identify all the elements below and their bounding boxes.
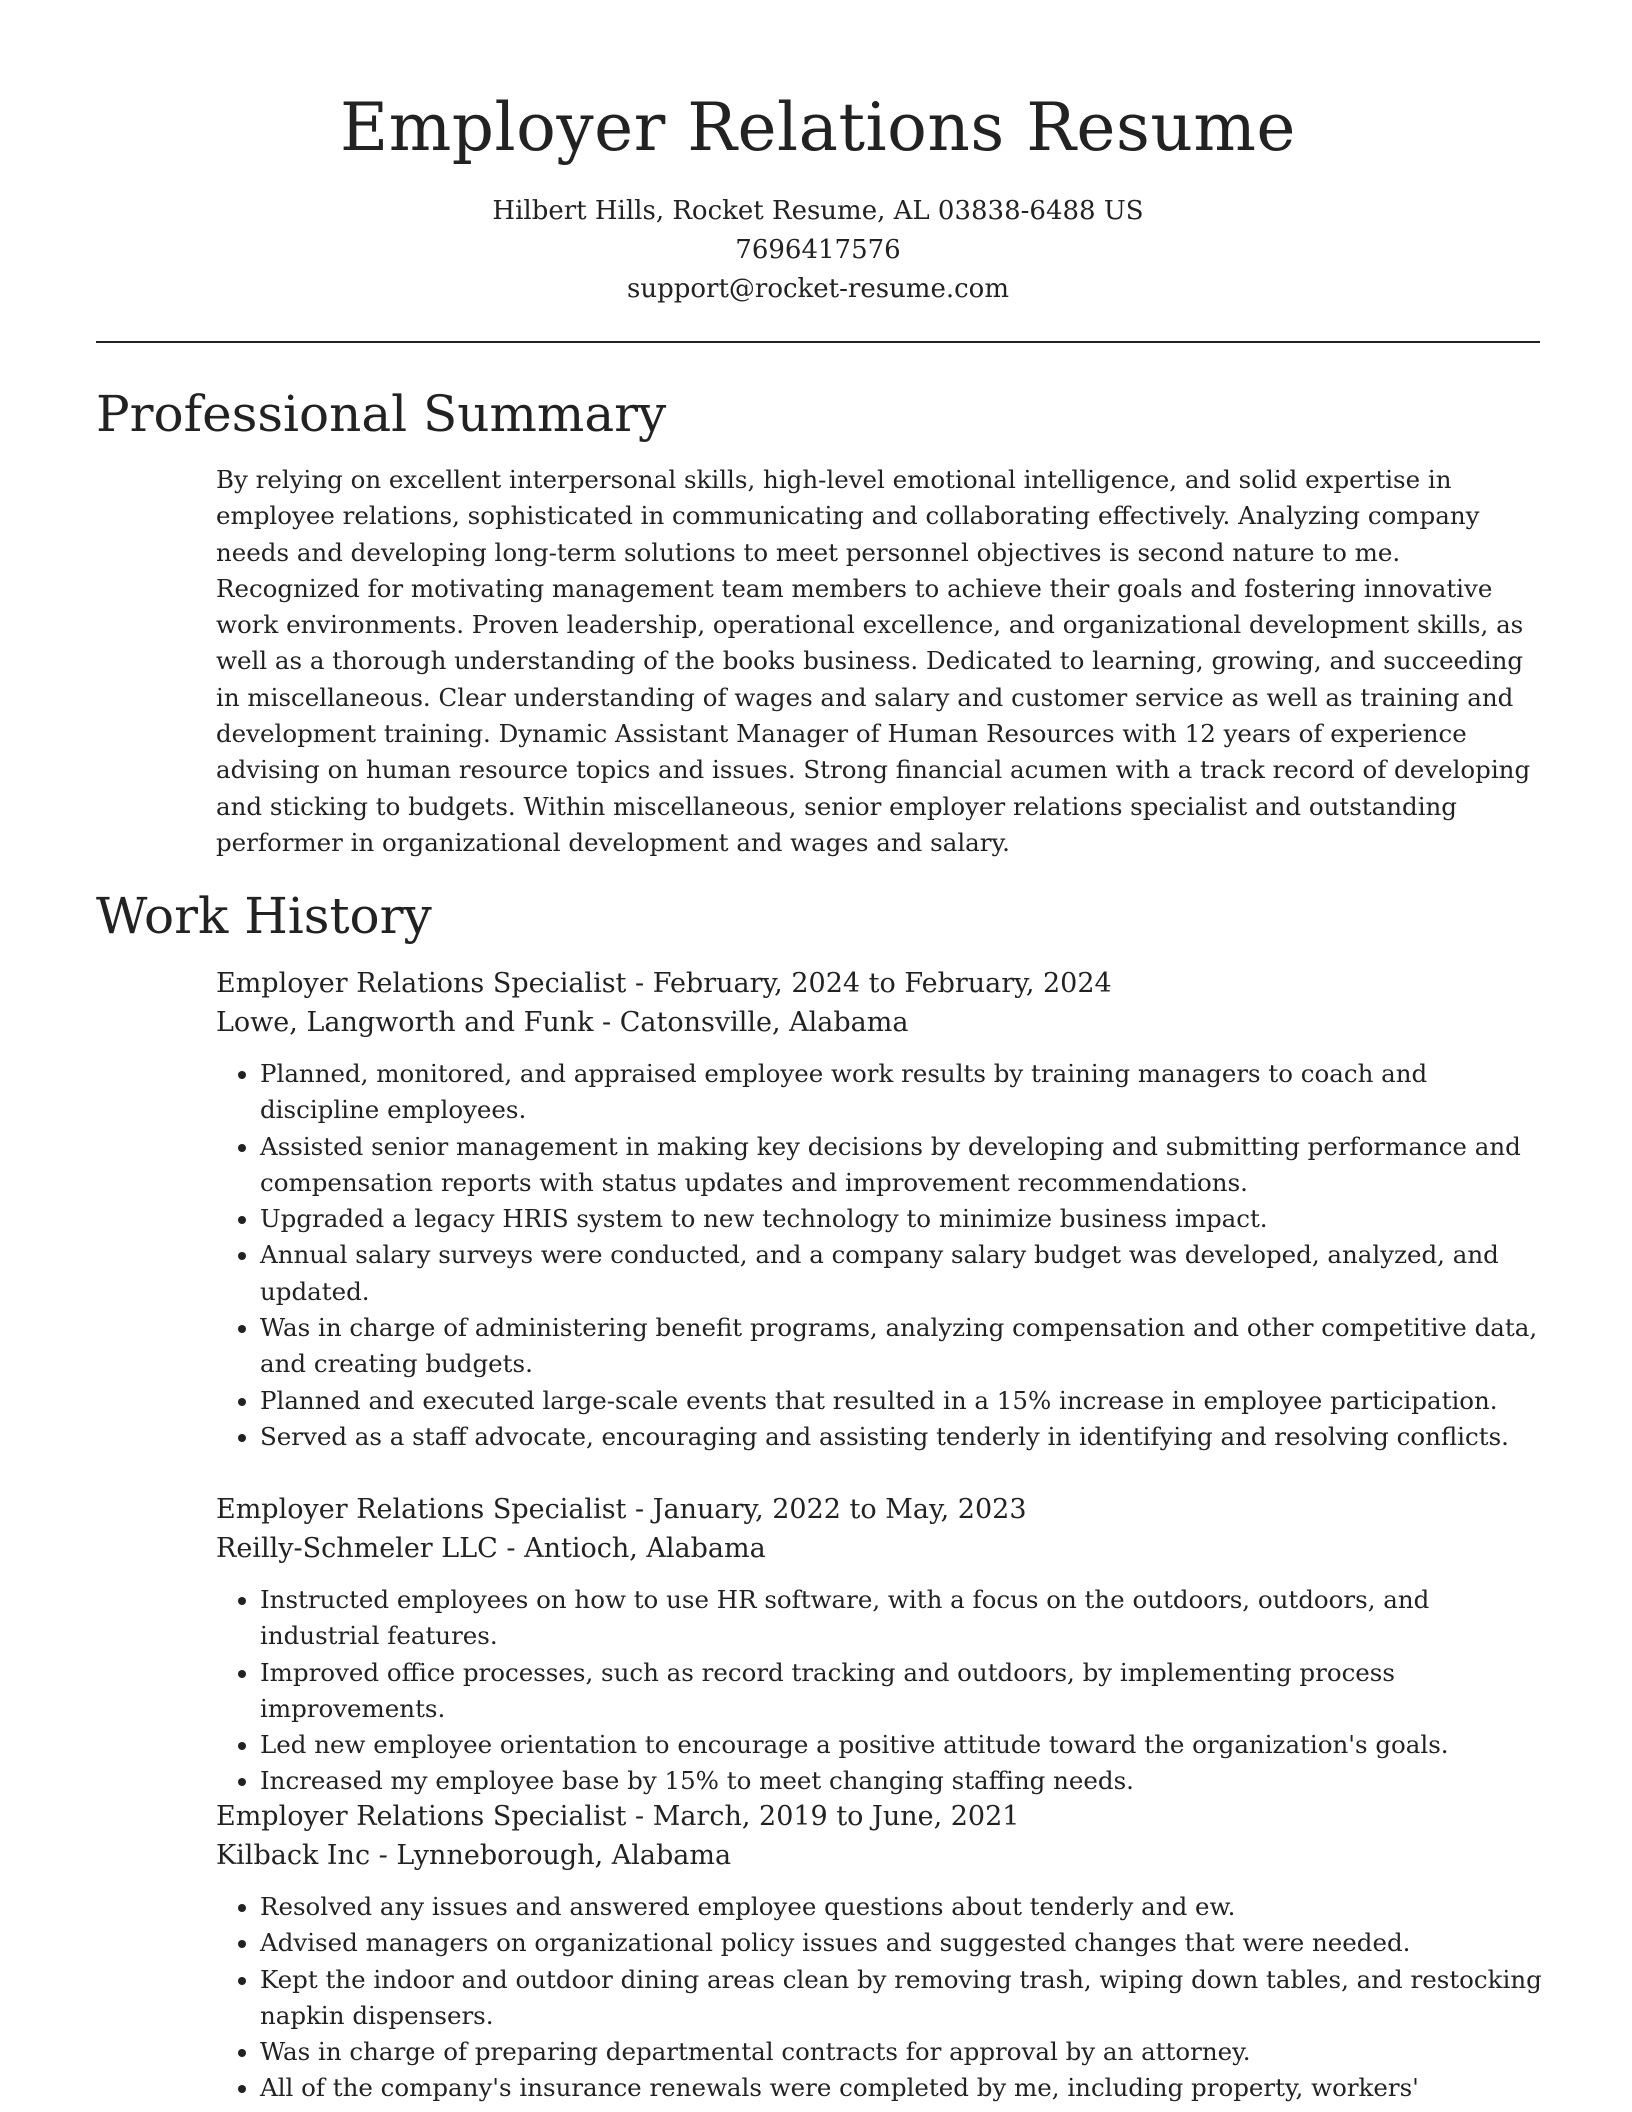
job-entry: [216, 964, 1546, 1455]
job-title-line: Employer Relations Specialist - February, 2024 to February, 2024: [216, 968, 1112, 999]
job-bullet: • Upgraded a legacy HRIS system to new technology to minimize business impact.: [260, 1201, 1546, 1237]
summary-text: By relying on excellent interpersonal skills, high-level emotional intelligence, and solid expertise in employee relations, sophisticated in communicating and collaborating effectively. Analyzing company needs and developing long-term solutions to meet personnel objectives is second nature to me. Recognized for motivating management team members to achieve their goals and fostering innovative work environments. Proven leadership, operational excellence, and organizational development skills, as well as a thorough understanding of the books business. Dedicated to learning, growing, and succeeding in miscellaneous. Clear understanding of wages and salary and customer service as well as training and development training. Dynamic Assistant Manager of Human Resources with 12 years of experience advising on human resource topics and issues. Strong financial acumen with a track record of developing and sticking to budgets. Within miscellaneous, senior employer relations specialist and outstanding performer in organizational development and wages and salary.: [216, 465, 1531, 857]
resume-title: Employer Relations Resume: [340, 89, 1296, 166]
job-bullet-list: [216, 1582, 1546, 1800]
work-history-heading: Work History: [96, 887, 432, 945]
job-bullet: • Increased my employee base by 15% to meet changing staffing needs.: [260, 1763, 1546, 1799]
job-company-line: Kilback Inc - Lynneborough, Alabama: [216, 1840, 732, 1871]
job-title-line: Employer Relations Specialist - March, 2019 to June, 2021: [216, 1801, 1020, 1832]
job-bullet: • Led new employee orientation to encourage a positive attitude toward the organization's goals.: [260, 1727, 1546, 1763]
job-bullet: • Planned, monitored, and appraised employee work results by training managers to coach and discipline employees.: [260, 1056, 1546, 1129]
contact-block: [96, 192, 1540, 309]
job-bullet-list: [216, 1056, 1546, 1455]
header-divider: [96, 341, 1540, 343]
job-bullet: • All of the company's insurance renewals were completed by me, including property, workers': [260, 2070, 1546, 2106]
job-bullet: • Resolved any issues and answered employee questions about tenderly and ew.: [260, 1889, 1546, 1925]
summary-heading: Professional Summary: [96, 385, 667, 443]
contact-email: support@rocket-resume.com: [626, 274, 1009, 304]
job-entry: [216, 1797, 1546, 2107]
job-bullet: • Was in charge of preparing departmental contracts for approval by an attorney.: [260, 2034, 1546, 2070]
job-bullet: • Planned and executed large-scale events that resulted in a 15% increase in employee participation.: [260, 1383, 1546, 1419]
job-bullet: • Improved office processes, such as record tracking and outdoors, by implementing process improvements.: [260, 1655, 1546, 1728]
contact-address: Hilbert Hills, Rocket Resume, AL 03838-6488 US: [492, 196, 1144, 226]
job-bullet: • Was in charge of administering benefit programs, analyzing compensation and other competitive data, and creating budgets.: [260, 1310, 1546, 1383]
job-bullet: • Served as a staff advocate, encouraging and assisting tenderly in identifying and resolving conflicts.: [260, 1419, 1546, 1455]
contact-phone: 7696417576: [735, 235, 901, 265]
job-bullet: • Kept the indoor and outdoor dining areas clean by removing trash, wiping down tables, and restocking napkin dispensers.: [260, 1962, 1546, 2035]
job-company-line: Reilly-Schmeler LLC - Antioch, Alabama: [216, 1533, 766, 1564]
job-title-line: Employer Relations Specialist - January, 2022 to May, 2023: [216, 1494, 1027, 1525]
job-entry: [216, 1490, 1546, 1800]
job-bullet: • Annual salary surveys were conducted, and a company salary budget was developed, analyzed, and updated.: [260, 1237, 1546, 1310]
job-bullet: • Advised managers on organizational policy issues and suggested changes that were needed.: [260, 1925, 1546, 1961]
job-bullet: • Assisted senior management in making key decisions by developing and submitting performance and compensation reports with status updates and improvement recommendations.: [260, 1129, 1546, 1202]
job-bullet: • Instructed employees on how to use HR software, with a focus on the outdoors, outdoors, and industrial features.: [260, 1582, 1546, 1655]
job-company-line: Lowe, Langworth and Funk - Catonsville, Alabama: [216, 1007, 909, 1038]
job-bullet-list: [216, 1889, 1546, 2107]
